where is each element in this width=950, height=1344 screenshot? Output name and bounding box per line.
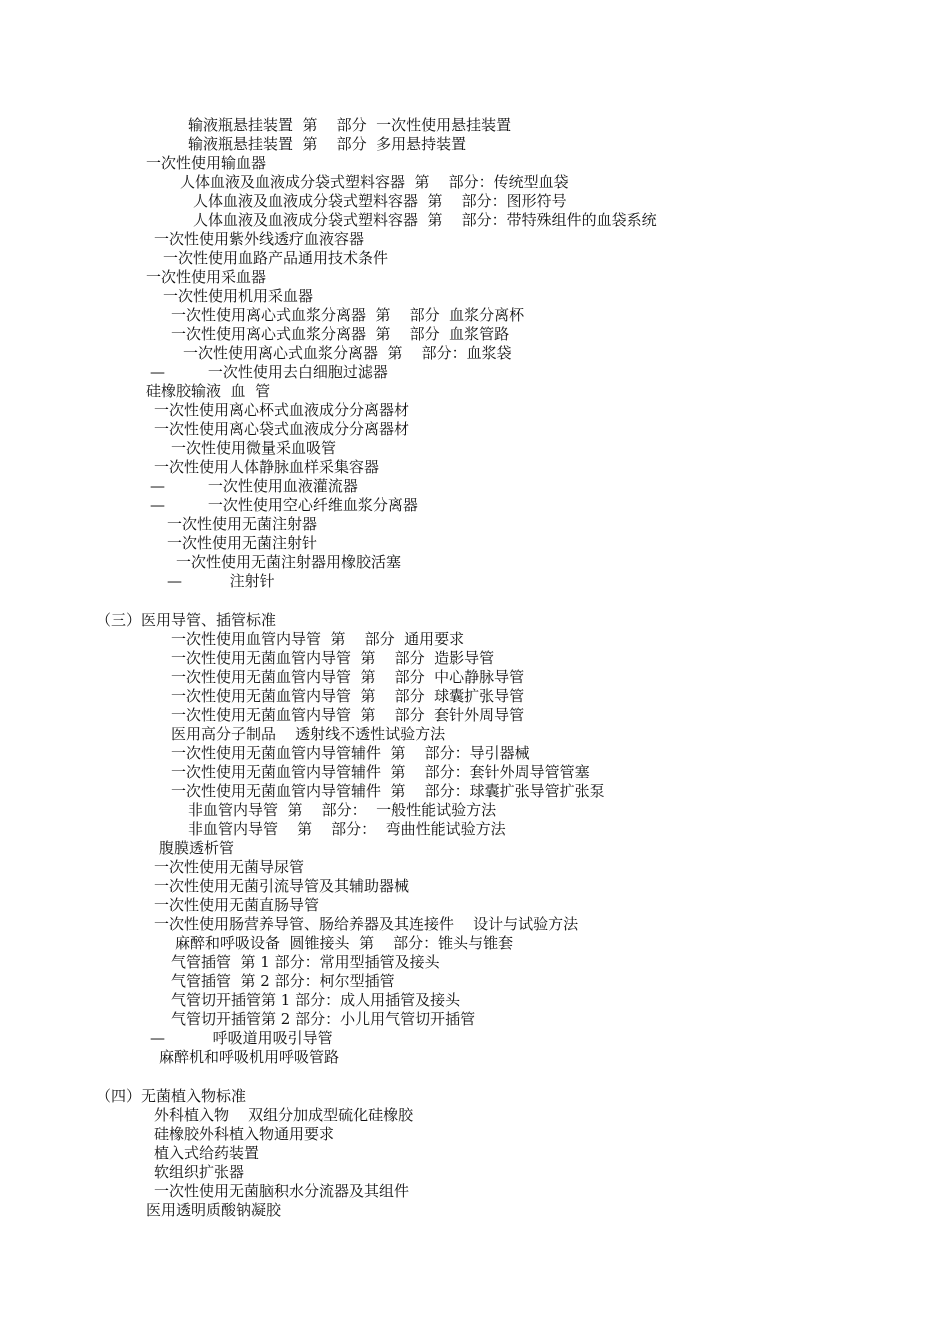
text-line: 一次性使用无菌脑积水分流器及其组件 — [154, 1182, 410, 1200]
text-line: 一次性使用无菌血管内导管 第 部分 球囊扩张导管 — [171, 687, 525, 705]
text-line: 外科植入物 双组分加成型硫化硅橡胶 — [154, 1106, 414, 1124]
text-line: 软组织扩张器 — [154, 1163, 245, 1181]
text-line: 植入式给药装置 — [154, 1144, 260, 1162]
text-line: 一次性使用无菌导尿管 — [154, 858, 305, 876]
text-line: 麻醉和呼吸设备 圆锥接头 第 部分：锥头与锥套 — [175, 934, 514, 952]
text-line: 人体血液及血液成分袋式塑料容器 第 部分：带特殊组件的血袋系统 — [193, 211, 657, 229]
text-line: 一次性使用无菌血管内导管辅件 第 部分：球囊扩张导管扩张泵 — [171, 782, 605, 800]
text-line: 一次性使用无菌血管内导管辅件 第 部分：导引器械 — [171, 744, 530, 762]
text-line: 气管插管 第 2 部分：柯尔型插管 — [171, 972, 395, 990]
text-line: 医用高分子制品 透射线不透性试验方法 — [171, 725, 446, 743]
text-line: 非血管内导管 第 部分： 弯曲性能试验方法 — [188, 820, 506, 838]
text-line: 一次性使用无菌引流导管及其辅助器械 — [154, 877, 410, 895]
text-line: 一次性使用紫外线透疗血液容器 — [154, 230, 365, 248]
text-line: 一次性使用采血器 — [146, 268, 267, 286]
text-line: 气管切开插管第 2 部分：小儿用气管切开插管 — [171, 1010, 476, 1028]
text-line: — 注射针 — [167, 572, 275, 590]
text-line: 一次性使用无菌注射器用橡胶活塞 — [176, 553, 402, 571]
text-line: 硅橡胶外科植入物通用要求 — [154, 1125, 335, 1143]
text-line: 一次性使用无菌血管内导管 第 部分 造影导管 — [171, 649, 495, 667]
text-line: 一次性使用无菌注射器 — [167, 515, 318, 533]
text-line: 一次性使用无菌血管内导管辅件 第 部分：套针外周导管管塞 — [171, 763, 590, 781]
text-line: 一次性使用离心式血浆分离器 第 部分：血浆袋 — [183, 344, 512, 362]
section-heading: （三）医用导管、插管标准 — [96, 611, 277, 629]
text-line: — 一次性使用空心纤维血浆分离器 — [150, 496, 418, 514]
text-line: 一次性使用离心袋式血液成分分离器材 — [154, 420, 410, 438]
text-line: 一次性使用无菌直肠导管 — [154, 896, 320, 914]
text-line: 输液瓶悬挂装置 第 部分 多用悬持装置 — [188, 135, 467, 153]
text-line: 一次性使用离心杯式血液成分分离器材 — [154, 401, 410, 419]
text-line: 一次性使用机用采血器 — [163, 287, 314, 305]
text-line: 一次性使用血路产品通用技术条件 — [163, 249, 389, 267]
text-line: 一次性使用输血器 — [146, 154, 267, 172]
text-line: 一次性使用血管内导管 第 部分 通用要求 — [171, 630, 465, 648]
text-line: 一次性使用肠营养导管、肠给养器及其连接件 设计与试验方法 — [154, 915, 579, 933]
text-line: 一次性使用离心式血浆分离器 第 部分 血浆管路 — [171, 325, 510, 343]
text-line: 一次性使用无菌注射针 — [167, 534, 318, 552]
text-line: 一次性使用离心式血浆分离器 第 部分 血浆分离杯 — [171, 306, 525, 324]
text-line: — 一次性使用血液灌流器 — [150, 477, 358, 495]
text-line: 人体血液及血液成分袋式塑料容器 第 部分：图形符号 — [193, 192, 567, 210]
text-line: 一次性使用无菌血管内导管 第 部分 套针外周导管 — [171, 706, 525, 724]
text-line: — 呼吸道用吸引导管 — [150, 1029, 333, 1047]
text-line: 麻醉机和呼吸机用呼吸管路 — [159, 1048, 340, 1066]
text-line: 硅橡胶输液 血 管 — [146, 382, 271, 400]
text-line: 输液瓶悬挂装置 第 部分 一次性使用悬挂装置 — [188, 116, 512, 134]
text-line: 医用透明质酸钠凝胶 — [146, 1201, 282, 1219]
text-line: 非血管内导管 第 部分： 一般性能试验方法 — [188, 801, 497, 819]
text-line: 一次性使用无菌血管内导管 第 部分 中心静脉导管 — [171, 668, 525, 686]
section-heading: （四）无菌植入物标准 — [96, 1087, 247, 1105]
text-line: 一次性使用微量采血吸管 — [171, 439, 337, 457]
text-line: 气管插管 第 1 部分：常用型插管及接头 — [171, 953, 440, 971]
text-line: 腹膜透析管 — [159, 839, 235, 857]
text-line: 一次性使用人体静脉血样采集容器 — [154, 458, 380, 476]
text-line: — 一次性使用去白细胞过滤器 — [150, 363, 388, 381]
text-line: 气管切开插管第 1 部分：成人用插管及接头 — [171, 991, 461, 1009]
text-line: 人体血液及血液成分袋式塑料容器 第 部分：传统型血袋 — [180, 173, 569, 191]
